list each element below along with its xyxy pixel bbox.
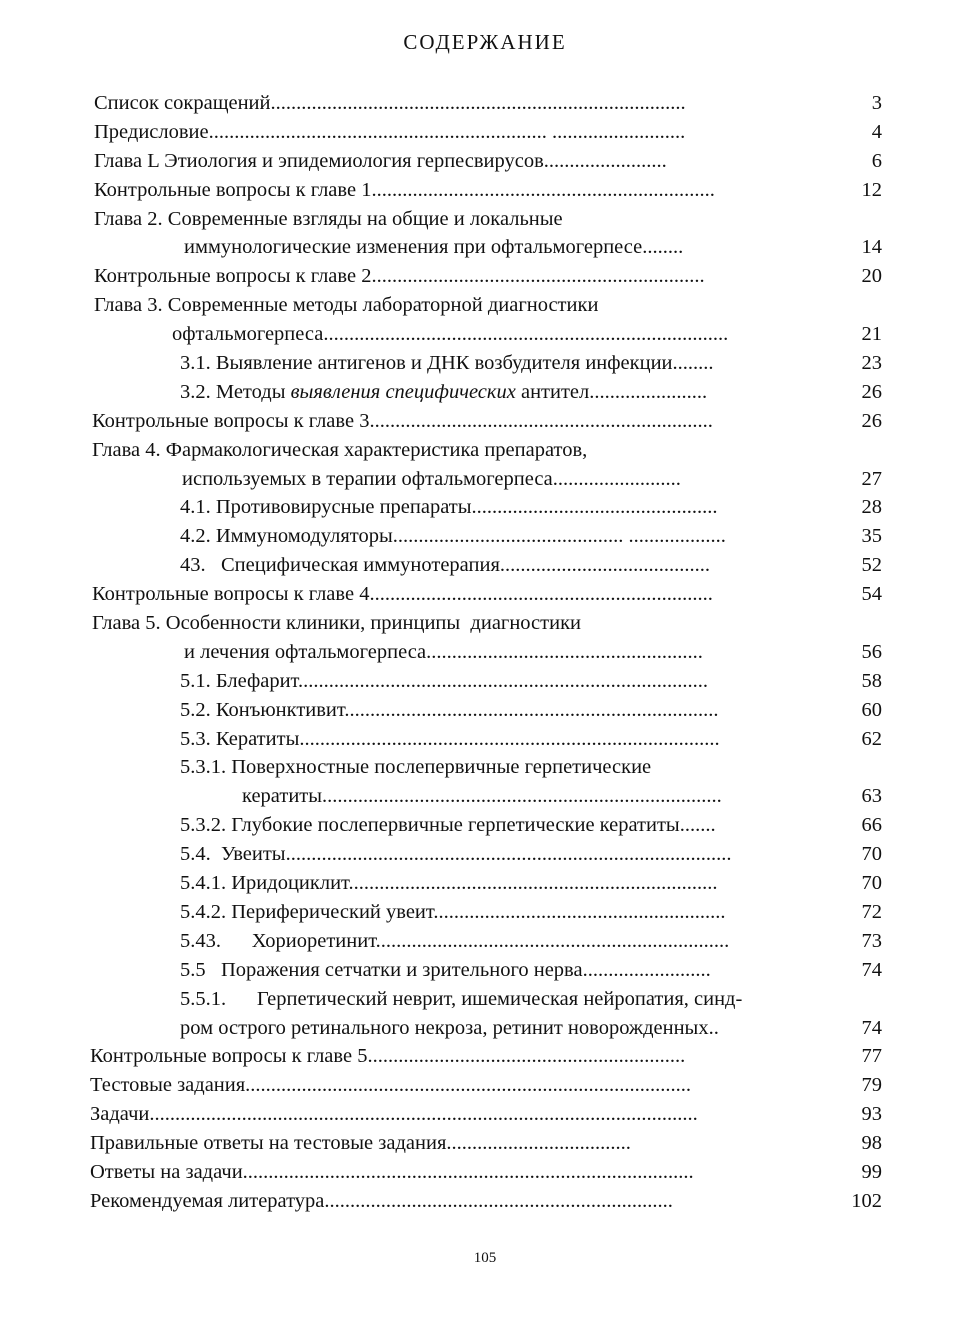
toc-page-number: 12 — [861, 178, 882, 201]
toc-row — [0, 1129, 970, 1158]
toc-page-number: 70 — [861, 872, 882, 895]
toc-entry-text: Правильные ответы на тестовые задания.................................... — [90, 1132, 631, 1155]
toc-page-number: 6 — [871, 149, 882, 172]
toc-row — [0, 147, 970, 176]
toc-page-number: 63 — [861, 785, 882, 808]
table-of-contents — [0, 89, 970, 1216]
toc-row — [0, 118, 970, 147]
page-number: 105 — [473, 1250, 497, 1266]
toc-entry-text: 5.5 Поражения сетчатки и зрительного нерва......................... — [180, 958, 711, 981]
toc-page-number: 35 — [861, 525, 882, 548]
toc-row — [0, 1158, 970, 1187]
toc-row — [0, 1100, 970, 1129]
toc-page-number: 102 — [851, 1189, 882, 1212]
toc-row — [0, 176, 970, 205]
toc-row — [0, 898, 970, 927]
toc-entry-text: Контрольные вопросы к главе 3................................................................... — [92, 409, 713, 432]
toc-page-number: 21 — [861, 323, 882, 346]
toc-row — [0, 320, 970, 349]
toc-entry-text: Контрольные вопросы к главе 4................................................................... — [92, 583, 713, 606]
toc-page-number: 26 — [861, 380, 882, 403]
toc-page-number: 99 — [861, 1160, 882, 1183]
toc-entry-text: Глава 5. Особенности клиники, принципы диагностики — [92, 612, 582, 635]
toc-row — [0, 291, 970, 320]
toc-row — [0, 378, 970, 407]
toc-entry-text: и лечения офтальмогерпеса...................................................... — [184, 640, 703, 663]
toc-entry-text: Список сокращений................................................................................. — [94, 92, 686, 114]
toc-row — [0, 985, 970, 1014]
toc-page-number: 77 — [861, 1045, 882, 1068]
toc-row — [0, 725, 970, 754]
toc-page-number: 70 — [861, 843, 882, 866]
toc-entry-text: Контрольные вопросы к главе 2................................................................. — [94, 265, 705, 288]
toc-page-number: 58 — [861, 669, 882, 692]
toc-page-number: 60 — [861, 698, 882, 721]
toc-entry-text: Ответы на задачи........................................................................................ — [90, 1160, 694, 1183]
toc-page-number: 26 — [861, 409, 882, 432]
emphasized-text: выявления специфических — [290, 380, 516, 403]
toc-entry-text: Глава 2. Современные взгляды на общие и локальные — [94, 207, 563, 230]
toc-entry-text: 5.3. Кератиты.................................................................................. — [180, 727, 720, 750]
toc-row — [0, 1014, 970, 1043]
toc-row — [0, 840, 970, 869]
toc-row — [0, 927, 970, 956]
toc-entry-text: 5.43. Хориоретинит..................................................................... — [180, 929, 730, 952]
toc-row — [0, 522, 970, 551]
toc-row — [0, 609, 970, 638]
toc-entry-text: Контрольные вопросы к главе 5.............................................................. — [90, 1045, 686, 1068]
toc-row — [0, 465, 970, 494]
toc-entry-text: 5.1. Блефарит................................................................................ — [180, 669, 708, 692]
toc-row — [0, 1042, 970, 1071]
toc-page-number: 56 — [861, 640, 882, 663]
toc-row — [0, 580, 970, 609]
toc-row — [0, 551, 970, 580]
toc-row — [0, 349, 970, 378]
toc-row — [0, 638, 970, 667]
toc-entry-text: Предисловие.................................................................. .......................... — [94, 120, 686, 143]
toc-entry-text: кератиты.............................................................................. — [242, 785, 722, 808]
toc-row — [0, 407, 970, 436]
toc-row — [0, 667, 970, 696]
toc-row — [0, 1187, 970, 1216]
toc-row — [0, 205, 970, 234]
toc-entry-text: ром острого ретинального некроза, ретинит новорожденных.. — [180, 1016, 719, 1039]
toc-row — [0, 696, 970, 725]
toc-entry-text: офтальмогерпеса............................................................................... — [172, 323, 729, 346]
toc-page-number: 98 — [861, 1132, 882, 1155]
toc-entry-text: 3.1. Выявление антигенов и ДНК возбудителя инфекции........ — [180, 352, 714, 375]
toc-entry-text: 5.2. Конъюнктивит......................................................................... — [180, 698, 719, 721]
toc-entry-text: 43. Специфическая иммунотерапия......................................... — [180, 554, 711, 577]
toc-page-number: 20 — [861, 265, 882, 288]
toc-entry-text: Контрольные вопросы к главе 1................................................................... — [94, 178, 715, 201]
toc-entry-text: 5.4. Увеиты....................................................................................... — [180, 843, 732, 866]
toc-entry-text: Тестовые задания....................................................................................... — [90, 1074, 692, 1097]
toc-entry-text: 3.2. Методы выявления специфических антител....................... — [180, 380, 708, 403]
toc-page-number: 3 — [871, 92, 882, 114]
toc-row — [0, 262, 970, 291]
toc-page-number: 66 — [861, 814, 882, 837]
toc-page-number: 54 — [861, 583, 882, 606]
toc-row — [0, 753, 970, 782]
toc-page-number: 23 — [861, 352, 882, 375]
toc-page-number: 14 — [861, 236, 882, 259]
toc-entry-text: 4.2. Иммуномодуляторы............................................. ................... — [180, 525, 726, 548]
toc-entry-text: Рекомендуемая литература.................................................................... — [90, 1189, 673, 1212]
toc-entry-text: 4.1. Противовирусные препараты................................................ — [180, 496, 718, 519]
toc-entry-text: Глава L Этиология и эпидемиология герпесвирусов........................ — [94, 149, 667, 172]
toc-entry-text: 5.3.1. Поверхностные послепервичные герпетические — [180, 756, 652, 779]
toc-entry-text: Задачи........................................................................................................... — [90, 1103, 698, 1126]
toc-row — [0, 956, 970, 985]
toc-page-number: 72 — [861, 900, 882, 923]
toc-page-number: 52 — [861, 554, 882, 577]
toc-row — [0, 1071, 970, 1100]
toc-page-number: 28 — [861, 496, 882, 519]
toc-entry-text: используемых в терапии офтальмогерпеса......................... — [182, 467, 681, 490]
toc-page-number: 74 — [861, 1016, 882, 1039]
toc-row — [0, 869, 970, 898]
toc-page-number: 27 — [861, 467, 882, 490]
toc-row — [0, 89, 970, 118]
toc-entry-text: иммунологические изменения при офтальмогерпесе........ — [184, 236, 684, 259]
toc-entry-text: Глава 3. Современные методы лабораторной диагностики — [94, 294, 599, 317]
toc-entry-text: 5.3.2. Глубокие послепервичные герпетические кератиты....... — [180, 814, 716, 837]
toc-page-number: 74 — [861, 958, 882, 981]
toc-page-number: 79 — [861, 1074, 882, 1097]
toc-entry-text: 5.5.1. Герпетический неврит, ишемическая нейропатия, синд- — [180, 987, 743, 1010]
page-title: СОДЕРЖАНИЕ — [403, 30, 567, 54]
toc-row — [0, 811, 970, 840]
toc-page-number: 62 — [861, 727, 882, 750]
toc-row — [0, 782, 970, 811]
toc-row — [0, 493, 970, 522]
toc-entry-text: 5.4.1. Иридоциклит........................................................................ — [180, 872, 718, 895]
toc-page-number: 93 — [861, 1103, 882, 1126]
toc-row — [0, 233, 970, 262]
toc-entry-text: Глава 4. Фармакологическая характеристика препаратов, — [92, 438, 588, 461]
toc-page-number: 4 — [871, 120, 882, 143]
toc-entry-text: 5.4.2. Периферический увеит......................................................... — [180, 900, 726, 923]
toc-page-number: 73 — [861, 929, 882, 952]
toc-row — [0, 436, 970, 465]
